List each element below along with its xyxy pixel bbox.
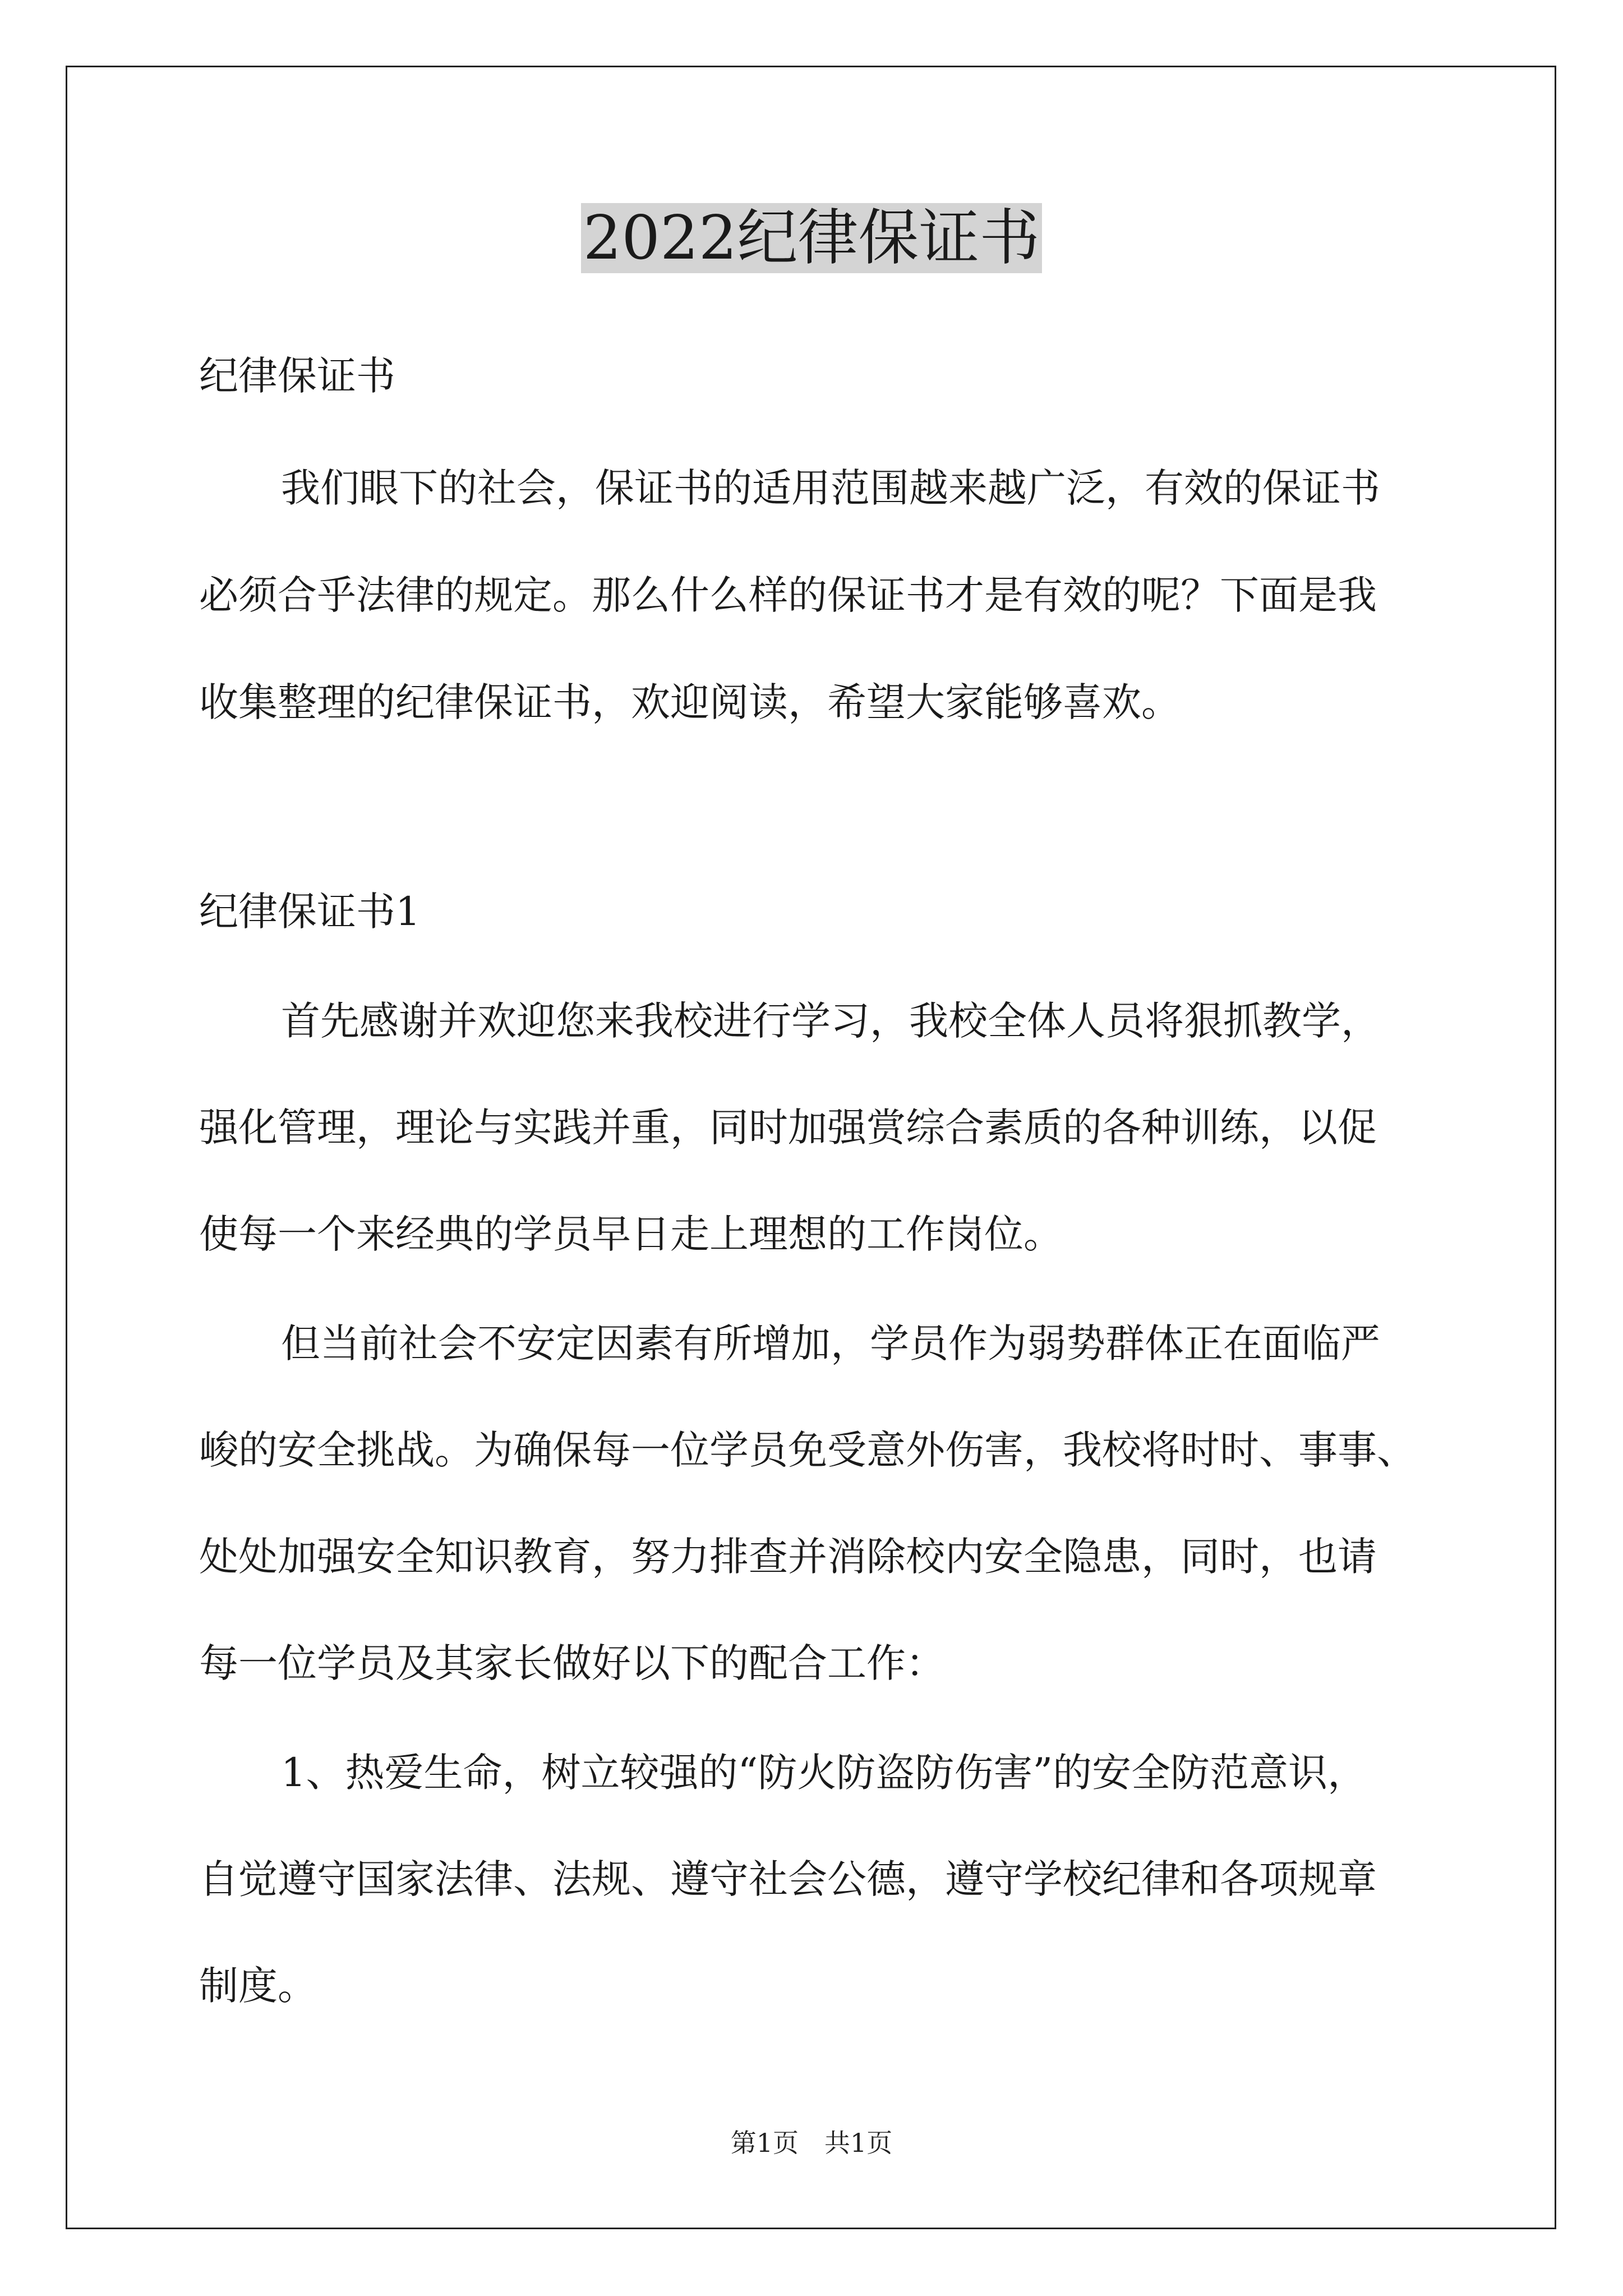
intro-line: 收集整理的纪律保证书，欢迎阅读，希望大家能够喜欢。 — [199, 679, 1181, 725]
document-title-text: 2022纪律保证书 — [581, 203, 1043, 273]
intro-line: 必须合乎法律的规定。那么什么样的保证书才是有效的呢？下面是我 — [199, 572, 1377, 618]
document-title — [0, 199, 1623, 278]
paragraph-line: 处处加强安全知识教育，努力排查并消除校内安全隐患，同时，也请 — [199, 1534, 1377, 1580]
paragraph-line: 峻的安全挑战。为确保每一位学员免受意外伤害，我校将时时、事事、 — [199, 1427, 1416, 1473]
paragraph-line: 每一位学员及其家长做好以下的配合工作： — [199, 1640, 945, 1686]
paragraph-line: 首先感谢并欢迎您来我校进行学习，我校全体人员将狠抓教学， — [281, 998, 1380, 1044]
intro-line: 我们眼下的社会，保证书的适用范围越来越广泛，有效的保证书 — [281, 465, 1380, 511]
paragraph-line: 但当前社会不安定因素有所增加，学员作为弱势群体正在面临严 — [281, 1320, 1380, 1366]
section-heading: 纪律保证书1 — [199, 889, 421, 935]
intro-heading: 纪律保证书 — [199, 353, 395, 399]
paragraph-line: 使每一个来经典的学员早日走上理想的工作岗位。 — [199, 1211, 1063, 1257]
paragraph-line: 制度。 — [199, 1963, 317, 2009]
page-footer: 第1页 共1页 — [730, 2128, 893, 2158]
paragraph-line: 自觉遵守国家法律、法规、遵守社会公德，遵守学校纪律和各项规章 — [199, 1856, 1377, 1902]
paragraph-line: 1、热爱生命，树立较强的“防火防盗防伤害”的安全防范意识， — [281, 1750, 1367, 1796]
paragraph-line: 强化管理，理论与实践并重，同时加强赏综合素质的各种训练，以促 — [199, 1105, 1377, 1151]
